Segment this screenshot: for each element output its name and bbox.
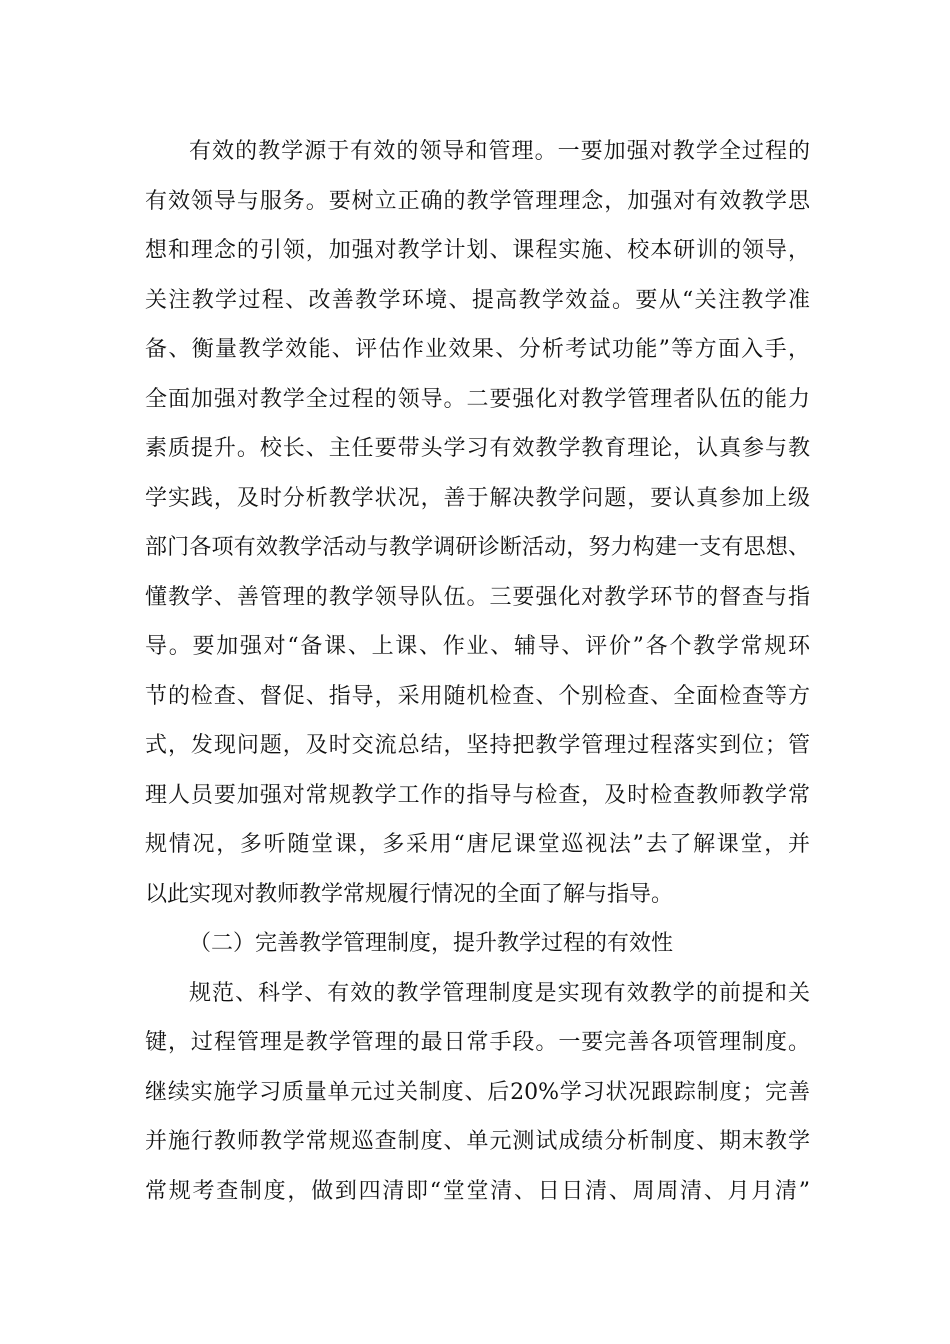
paragraph-line: 并施行教师教学常规巡查制度、单元测试成绩分析制度、期末教学 (145, 1129, 810, 1154)
paragraph-line: 式，发现问题，及时交流总结，坚持把教学管理过程落实到位；管 (145, 733, 810, 758)
paragraph-line: 全面加强对教学全过程的领导。二要强化对教学管理者队伍的能力 (145, 386, 810, 412)
section-heading: （二）完善教学管理制度，提升教学过程的有效性 (189, 931, 674, 956)
paragraph-line: 常规考查制度，做到四清即“堂堂清、日日清、周周清、月月清” (145, 1178, 810, 1204)
paragraph-line: 键，过程管理是教学管理的最日常手段。一要完善各项管理制度。 (145, 1030, 810, 1055)
paragraph-line: 以此实现对教师教学常规履行情况的全面了解与指导。 (145, 881, 674, 907)
paragraph-line: 想和理念的引领，加强对教学计划、课程实施、校本研训的领导， (145, 238, 810, 263)
paragraph-line: 素质提升。校长、主任要带头学习有效教学教育理论，认真参与教 (145, 436, 810, 461)
paragraph-line: 部门各项有效教学活动与教学调研诊断活动，努力构建一支有思想、 (145, 535, 810, 560)
paragraph-line: 关注教学过程、改善教学环境、提高教学效益。要从“关注教学准 (145, 287, 810, 313)
paragraph-line: 继续实施学习质量单元过关制度、后20%学习状况跟踪制度；完善 (145, 1079, 810, 1105)
paragraph-line: 规情况，多听随堂课，多采用“唐尼课堂巡视法”去了解课堂，并 (145, 832, 810, 857)
paragraph-line: 有效的教学源于有效的领导和管理。一要加强对教学全过程的 (189, 139, 810, 164)
paragraph-line: 规范、科学、有效的教学管理制度是实现有效教学的前提和关 (189, 980, 810, 1006)
paragraph-line: 有效领导与服务。要树立正确的教学管理理念，加强对有效教学思 (145, 188, 810, 214)
paragraph-line: 理人员要加强对常规教学工作的指导与检查，及时检查教师教学常 (145, 782, 810, 808)
document-page (145, 130, 810, 1219)
paragraph-line: 学实践，及时分析教学状况，善于解决教学问题，要认真参加上级 (145, 485, 810, 511)
paragraph-line: 懂教学、善管理的教学领导队伍。三要强化对教学环节的督查与指 (145, 584, 810, 610)
paragraph-line: 备、衡量教学效能、评估作业效果、分析考试功能”等方面入手， (145, 337, 810, 362)
paragraph-line: 节的检查、督促、指导，采用随机检查、个别检查、全面检查等方 (145, 683, 810, 709)
paragraph-line: 导。要加强对“备课、上课、作业、辅导、评价”各个教学常规环 (145, 634, 810, 659)
